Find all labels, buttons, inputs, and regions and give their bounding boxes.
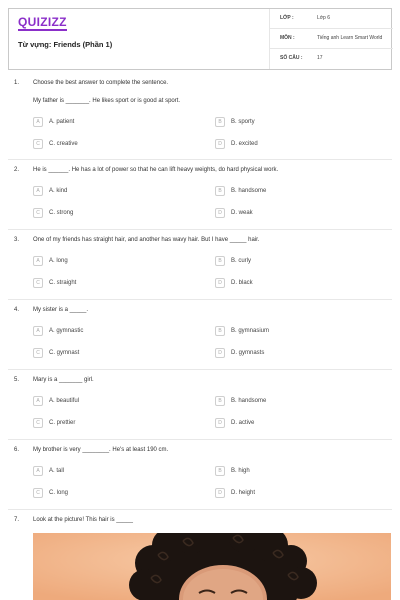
option-text: B. handsome <box>231 188 267 194</box>
question-number: 4. <box>14 307 20 313</box>
question-number: 1. <box>14 80 20 86</box>
divider <box>8 439 392 440</box>
option-letter-box: C <box>33 278 43 288</box>
divider <box>8 509 392 510</box>
meta-label: MÔN : <box>280 35 295 41</box>
option-letter-box: C <box>33 488 43 498</box>
meta-row-subject <box>270 29 393 49</box>
question-sentence: My father is _______. He likes sport or is good at sport. <box>33 98 181 104</box>
option-letter-box: B <box>215 466 225 476</box>
option-text: C. gymnast <box>49 350 80 356</box>
option-text: B. high <box>231 468 250 474</box>
option-letter-box: B <box>215 256 225 266</box>
quizizz-logo <box>18 15 67 29</box>
question-text: My brother is very ________. He's at least 190 cm. <box>33 447 169 453</box>
option-letter-box: B <box>215 186 225 196</box>
option-text: B. handsome <box>231 398 267 404</box>
meta-value: Lớp 6 <box>317 15 331 21</box>
question-text: He is ______. He has a lot of power so that he can lift heavy weights, do hard physical work. <box>33 167 279 173</box>
option-text: C. prettier <box>49 420 76 426</box>
logo-text: QUIZIZZ <box>18 15 67 29</box>
option-text: A. tall <box>49 468 65 474</box>
divider <box>8 159 392 160</box>
option-text: A. patient <box>49 119 75 125</box>
photo-illustration <box>33 533 391 600</box>
option-letter-box: B <box>215 117 225 127</box>
option-letter-box: A <box>33 466 43 476</box>
curly-hair-photo <box>33 533 391 600</box>
option-text: D. gymnasts <box>231 350 265 356</box>
meta-value: Tiếng anh Learn Smart World <box>317 35 383 41</box>
option-letter-box: A <box>33 117 43 127</box>
question-number: 3. <box>14 237 20 243</box>
option-text: B. gymnasium <box>231 328 270 334</box>
option-text: A. gymnastic <box>49 328 84 334</box>
question-number: 5. <box>14 377 20 383</box>
worksheet-title: Từ vựng: Friends (Phần 1) <box>18 40 113 49</box>
option-letter-box: D <box>215 418 225 428</box>
option-letter-box: B <box>215 396 225 406</box>
option-letter-box: A <box>33 256 43 266</box>
option-text: C. straight <box>49 280 77 286</box>
divider <box>8 299 392 300</box>
option-letter-box: D <box>215 139 225 149</box>
option-text: D. height <box>231 490 256 496</box>
option-letter-box: A <box>33 396 43 406</box>
question-text: Mary is a _______ girl. <box>33 377 94 383</box>
option-letter-box: C <box>33 139 43 149</box>
question-number: 7. <box>14 517 20 523</box>
question-number: 6. <box>14 447 20 453</box>
option-text: D. black <box>231 280 253 286</box>
option-text: A. long <box>49 258 68 264</box>
option-text: B. curly <box>231 258 252 264</box>
option-text: C. creative <box>49 141 78 147</box>
meta-label: LỚP : <box>280 15 294 21</box>
meta-value: 17 <box>317 55 323 61</box>
option-text: D. excited <box>231 141 258 147</box>
option-letter-box: C <box>33 418 43 428</box>
option-text: A. beautiful <box>49 398 80 404</box>
option-letter-box: A <box>33 326 43 336</box>
option-text: C. strong <box>49 210 74 216</box>
option-letter-box: C <box>33 348 43 358</box>
meta-label: SỐ CÂU : <box>280 55 303 61</box>
question-text: Look at the picture! This hair is _____ <box>33 517 133 523</box>
worksheet-header <box>8 8 392 70</box>
option-text: A. kind <box>49 188 68 194</box>
question-number: 2. <box>14 167 20 173</box>
option-letter-box: D <box>215 208 225 218</box>
divider <box>8 229 392 230</box>
option-letter-box: D <box>215 278 225 288</box>
option-text: B. sporty <box>231 119 255 125</box>
option-text: C. long <box>49 490 69 496</box>
option-letter-box: B <box>215 326 225 336</box>
option-text: D. active <box>231 420 255 426</box>
option-letter-box: D <box>215 348 225 358</box>
option-letter-box: C <box>33 208 43 218</box>
worksheet-meta <box>269 9 392 69</box>
question-text: One of my friends has straight hair, and another has wavy hair. But I have _____ hair. <box>33 237 260 243</box>
question-text: Choose the best answer to complete the sentence. <box>33 80 169 86</box>
meta-row-class <box>270 9 393 29</box>
option-text: D. weak <box>231 210 253 216</box>
meta-row-count <box>270 49 393 69</box>
option-letter-box: A <box>33 186 43 196</box>
divider <box>8 369 392 370</box>
question-text: My sister is a _____. <box>33 307 89 313</box>
option-letter-box: D <box>215 488 225 498</box>
